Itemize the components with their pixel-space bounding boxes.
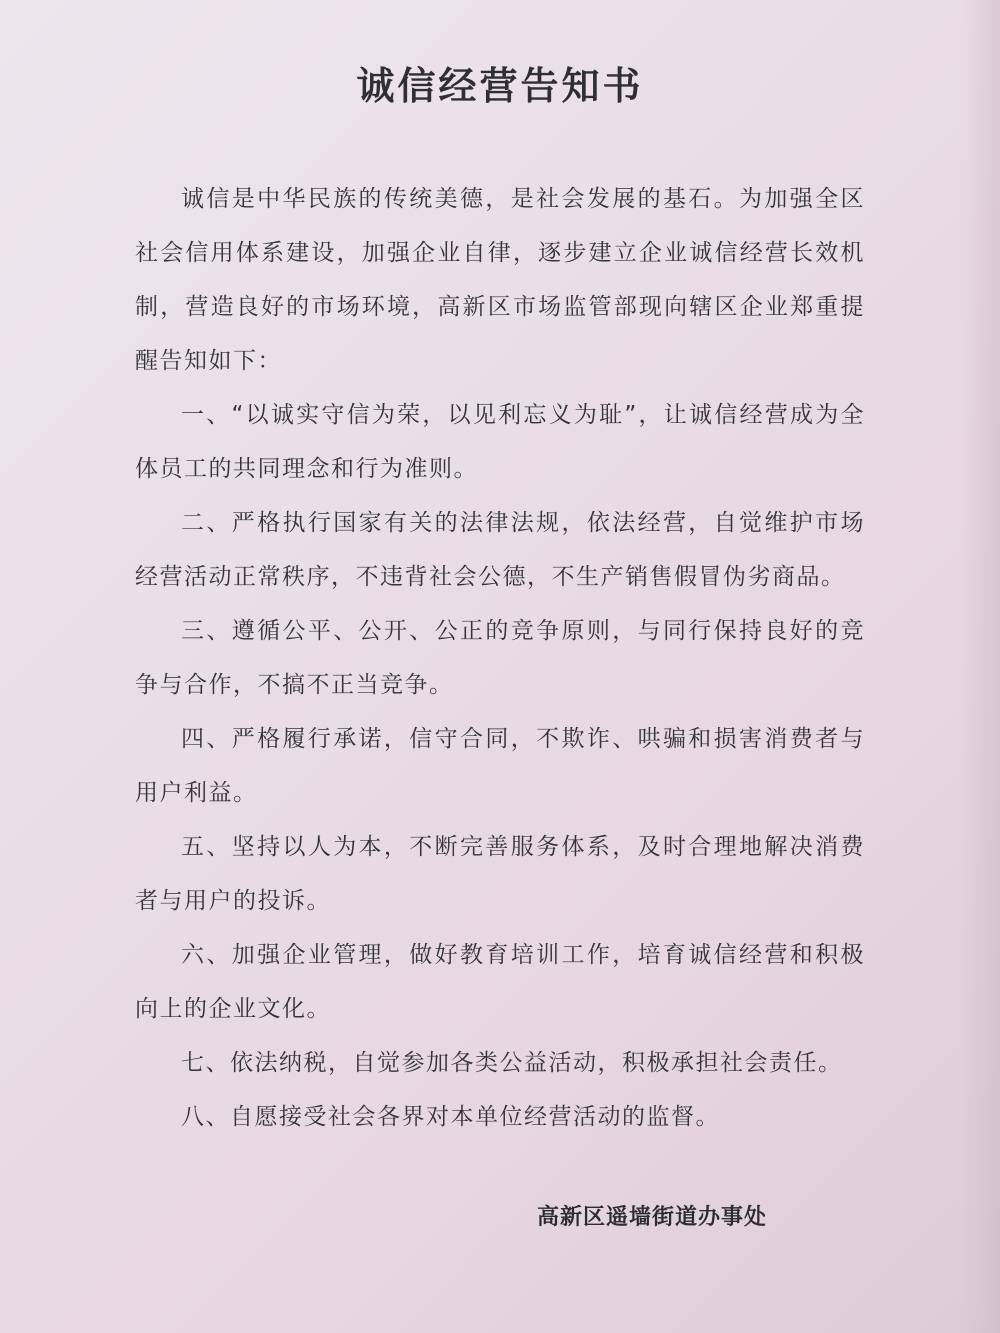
document-title: 诚信经营告知书 [356, 63, 644, 108]
item-5: 五、坚持以人为本，不断完善服务体系，及时合理地解决消费者与用户的投诉。 [135, 834, 865, 914]
intro-paragraph: 诚信是中华民族的传统美德，是社会发展的基石。为加强全区社会信用体系建设，加强企业自律，逐步建立企业诚信经营长效机制，营造良好的市场环境，高新区市场监管部现向辖区企业郑重提醒告知如下： [135, 186, 865, 374]
item-4: 四、严格履行承诺，信守合同，不欺诈、哄骗和损害消费者与用户利益。 [135, 726, 865, 806]
item-1: 一、“以诚实守信为荣，以见利忘义为耻”，让诚信经营成为全体员工的共同理念和行为准则。 [135, 402, 865, 482]
signature: 高新区遥墙街道办事处 [537, 1204, 768, 1230]
item-6: 六、加强企业管理，做好教育培训工作，培育诚信经营和积极向上的企业文化。 [135, 942, 865, 1022]
item-8: 八、自愿接受社会各界对本单位经营活动的监督。 [181, 1104, 720, 1130]
item-2: 二、严格执行国家有关的法律法规，依法经营，自觉维护市场经营活动正常秩序，不违背社会公德，不生产销售假冒伪劣商品。 [135, 510, 865, 590]
document-body [135, 172, 865, 1144]
page-edge-shadow [960, 0, 1000, 1333]
item-3: 三、遵循公平、公开、公正的竞争原则，与同行保持良好的竞争与合作，不搞不正当竞争。 [135, 618, 865, 698]
item-7: 七、依法纳税，自觉参加各类公益活动，积极承担社会责任。 [181, 1050, 843, 1076]
